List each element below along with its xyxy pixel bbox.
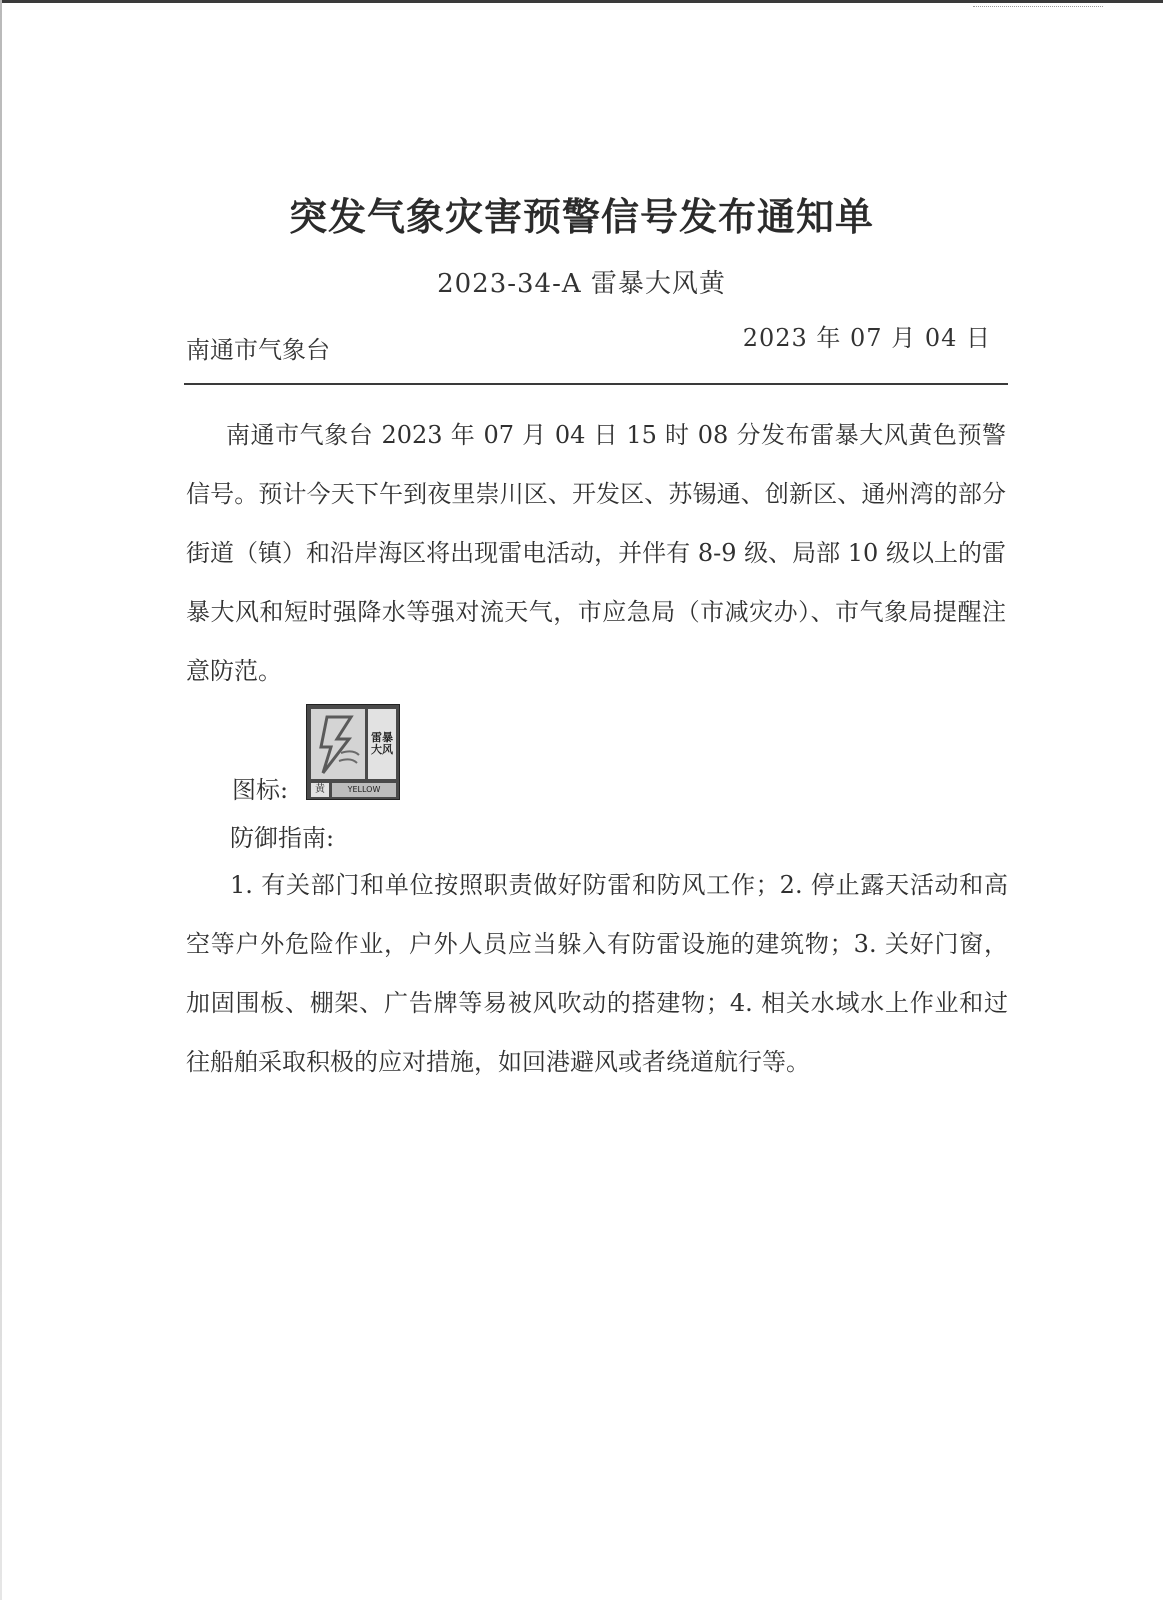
issue-date: 2023 年 07 月 04 日 xyxy=(742,324,991,352)
issuer-name: 南通市气象台 xyxy=(186,336,330,364)
warning-number: 2023-34-A 雷暴大风黄 xyxy=(437,269,726,299)
thunderstorm-wind-warning-icon xyxy=(306,704,400,800)
header-divider xyxy=(184,383,1008,385)
defense-guide-heading: 防御指南: xyxy=(230,824,335,852)
icon-footer-text: YELLOW xyxy=(332,783,396,797)
icon-warning-type-label: 雷暴大风 xyxy=(371,731,393,756)
corner-scan-mark xyxy=(973,6,1103,19)
document-title: 突发气象灾害预警信号发布通知单 xyxy=(288,195,874,239)
defense-guide-text: 1. 有关部门和单位按照职责做好防雷和防风工作；2. 停止露天活动和高空等户外危险作业，户外人员应当躲入有防雷设施的建筑物；3. 关好门窗，加固围板、棚架、广告牌等易被风吹动的搭建物；4. 相关水域水上作业和过往船舶采取积极的应对措施，如回港避风或者绕道航行等。 xyxy=(186,871,1008,1076)
icon-level-text: 黄 xyxy=(311,783,329,797)
lightning-bolt-graphic xyxy=(311,709,365,779)
warning-body-text: 南通市气象台 2023 年 07 月 04 日 15 时 08 分发布雷暴大风黄色预警信号。预计今天下午到夜里崇川区、开发区、苏锡通、创新区、通州湾的部分街道（镇）和沿岸海区将出现雷电活动，并伴有 8-9 级、局部 10 级以上的雷暴大风和短时强降水等强对流天气，市应急局（市减灾办）、市气象局提醒注意防范。 xyxy=(186,421,1006,685)
icon-warning-type-text xyxy=(368,709,396,779)
icon-label: 图标: xyxy=(232,776,289,804)
scan-top-edge xyxy=(0,0,1163,3)
lightning-bolt-icon xyxy=(311,709,365,779)
